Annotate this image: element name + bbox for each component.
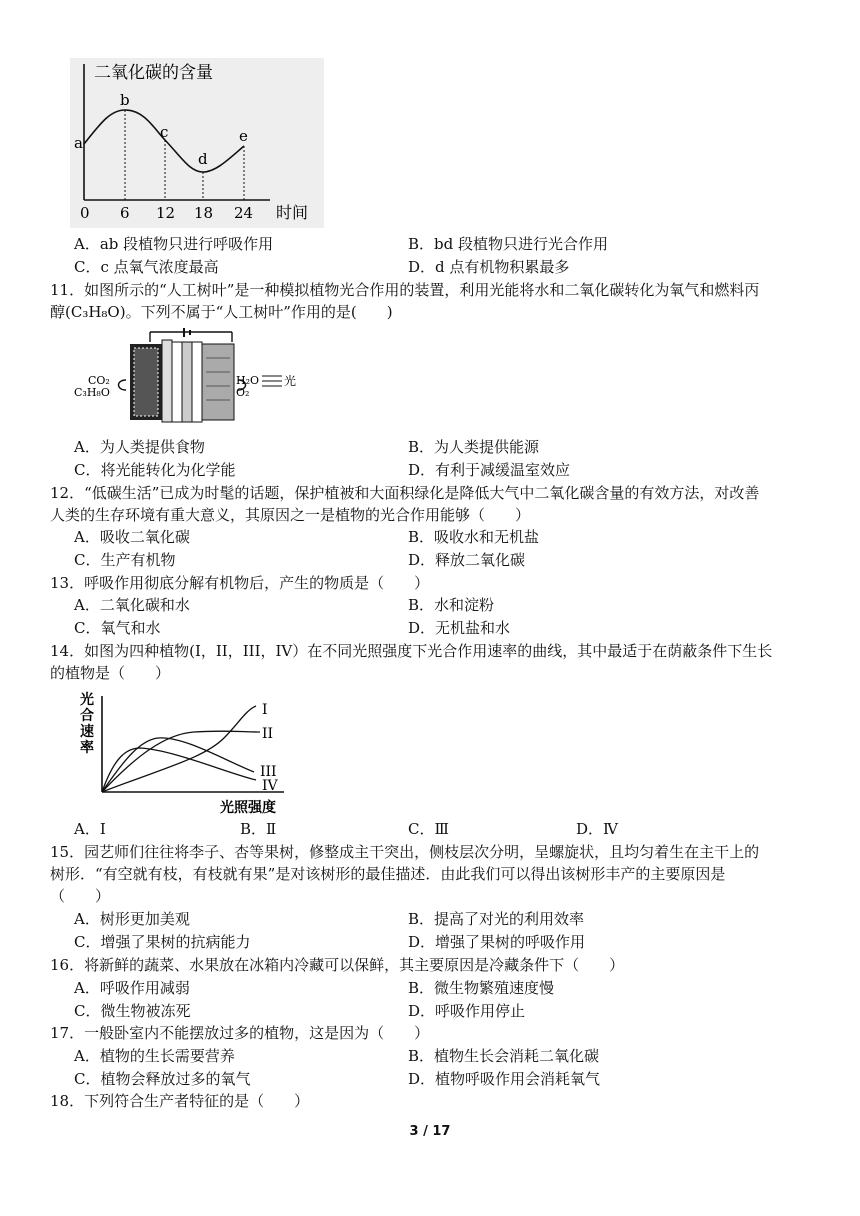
q13-option-b: B．水和淀粉: [408, 596, 495, 614]
q12-option-d: D．释放二氧化碳: [408, 551, 526, 569]
q12-option-a: A．吸收二氧化碳: [74, 528, 190, 546]
q15-stem-line1: 15．园艺师们往往将李子、杏等果树，修整成主干突出，侧枝层次分明，呈螺旋状，且均匀着生在主干上的: [50, 843, 760, 861]
label-h2o: H₂O: [236, 374, 260, 387]
q17-option-c: C．植物会释放过多的氧气: [74, 1070, 251, 1088]
point-e: e: [239, 127, 248, 145]
x-axis-label: 时间: [276, 203, 309, 222]
q16-option-d: D．呼吸作用停止: [408, 1002, 526, 1020]
q16-option-c: C．微生物被冻死: [74, 1002, 191, 1020]
q13-stem: 13．呼吸作用彻底分解有机物后，产生的物质是（ ）: [50, 574, 430, 592]
label-light: 光: [284, 374, 297, 388]
y-label-char-3: 速: [80, 724, 94, 740]
x-tick-24: 24: [234, 204, 254, 222]
q13-option-a: A．二氧化碳和水: [74, 596, 190, 614]
label-o2: O₂: [236, 386, 250, 399]
q10-option-d: D．d 点有机物积累最多: [408, 258, 570, 276]
q16-stem: 16．将新鲜的蔬菜、水果放在冰箱内冷藏可以保鲜，其主要原因是冷藏条件下（ ）: [50, 956, 625, 974]
q16-option-a: A．呼吸作用减弱: [74, 979, 190, 997]
q16-option-b: B．微生物繁殖速度慢: [408, 979, 555, 997]
chart-title: 二氧化碳的含量: [94, 63, 213, 83]
electrode-right: [202, 344, 234, 420]
q15-stem-line2: 树形．“有空就有枝，有枝就有果”是对该树形的最佳描述．由此我们可以得出该树形丰产的主要原因是: [50, 865, 726, 883]
artificial-leaf-diagram: [72, 328, 302, 426]
curve-label-i: I: [262, 702, 268, 718]
q14-stem-line2: 的植物是（ ）: [50, 664, 171, 682]
page-number: 3 / 17: [409, 1124, 451, 1139]
y-label-char-2: 合: [80, 708, 94, 724]
q15-option-b: B．提高了对光的利用效率: [408, 910, 585, 928]
label-propanol: C₃H₈O: [74, 386, 110, 399]
q17-option-d: D．植物呼吸作用会消耗氧气: [408, 1070, 601, 1088]
q15-stem-line3: （ ）: [50, 887, 111, 905]
q14-stem-line1: 14．如图为四种植物(I，II，III，IV）在不同光照强度下光合作用速率的曲线，其中最适于在荫蔽条件下生长: [50, 642, 773, 660]
y-label-char-1: 光: [80, 692, 94, 708]
q17-option-a: A．植物的生长需要营养: [74, 1047, 235, 1065]
membrane-2: [172, 342, 182, 422]
q14-option-b: B．Ⅱ: [240, 820, 277, 838]
curve-label-iv: IV: [262, 778, 278, 794]
q12-option-b: B．吸收水和无机盐: [408, 528, 540, 546]
co2-content-chart: [70, 58, 324, 228]
q15-option-c: C．增强了果树的抗病能力: [74, 933, 251, 951]
q10-option-a: A．ab 段植物只进行呼吸作用: [74, 235, 274, 253]
q17-option-b: B．植物生长会消耗二氧化碳: [408, 1047, 600, 1065]
q14-option-c: C．Ⅲ: [408, 820, 449, 838]
x-axis-label: 光照强度: [220, 800, 276, 816]
photosynthesis-rate-chart: [74, 688, 304, 820]
x-tick-6: 6: [120, 204, 130, 222]
q15-option-d: D．增强了果树的呼吸作用: [408, 933, 586, 951]
q10-option-c: C．c 点氧气浓度最高: [74, 258, 219, 276]
y-label-char-4: 率: [80, 740, 94, 756]
point-a: a: [74, 134, 83, 152]
q11-option-b: B．为人类提供能源: [408, 438, 540, 456]
x-tick-12: 12: [156, 204, 176, 222]
x-tick-0: 0: [80, 204, 90, 222]
point-c: c: [160, 123, 169, 141]
curve-i: [102, 706, 256, 792]
curve-label-ii: II: [262, 726, 274, 742]
membrane-4: [192, 342, 202, 422]
x-tick-18: 18: [194, 204, 214, 222]
q12-stem-line2: 人类的生存环境有重大意义，其原因之一是植物的光合作用能够（ ）: [50, 506, 531, 524]
q10-option-b: B．bd 段植物只进行光合作用: [408, 235, 608, 253]
q11-option-a: A．为人类提供食物: [74, 438, 205, 456]
q11-stem-line2: 醇(C₃H₈O)。下列不属于“人工树叶”作用的是( ): [50, 303, 393, 321]
point-b: b: [120, 91, 130, 109]
q13-option-d: D．无机盐和水: [408, 619, 511, 637]
curve-iv: [102, 748, 256, 792]
q12-stem-line1: 12．“低碳生活”已成为时髦的话题，保护植被和大面积绿化是降低大气中二氧化碳含量的有效方法，对改善: [50, 484, 760, 502]
q12-option-c: C．生产有机物: [74, 551, 176, 569]
q15-option-a: A．树形更加美观: [74, 910, 190, 928]
q18-stem: 18．下列符合生产者特征的是（ ）: [50, 1092, 310, 1110]
q14-option-a: A．Ⅰ: [74, 820, 106, 838]
q11-stem-line1: 11．如图所示的“人工树叶”是一种模拟植物光合作用的装置，利用光能将水和二氧化碳转化为氧气和燃料丙: [50, 281, 760, 299]
electrode-left-texture: [134, 348, 158, 416]
point-d: d: [198, 150, 208, 168]
label-co2: CO₂: [88, 374, 110, 387]
membrane-3: [182, 342, 192, 422]
q14-option-d: D．Ⅳ: [576, 820, 619, 838]
curve-label-iii: III: [260, 764, 277, 780]
membrane-1: [162, 340, 172, 422]
q17-stem: 17．一般卧室内不能摆放过多的植物，这是因为（ ）: [50, 1024, 430, 1042]
q13-option-c: C．氧气和水: [74, 619, 161, 637]
arrow-left-curve: [119, 380, 127, 390]
q11-option-d: D．有利于减缓温室效应: [408, 461, 571, 479]
q11-option-c: C．将光能转化为化学能: [74, 461, 236, 479]
